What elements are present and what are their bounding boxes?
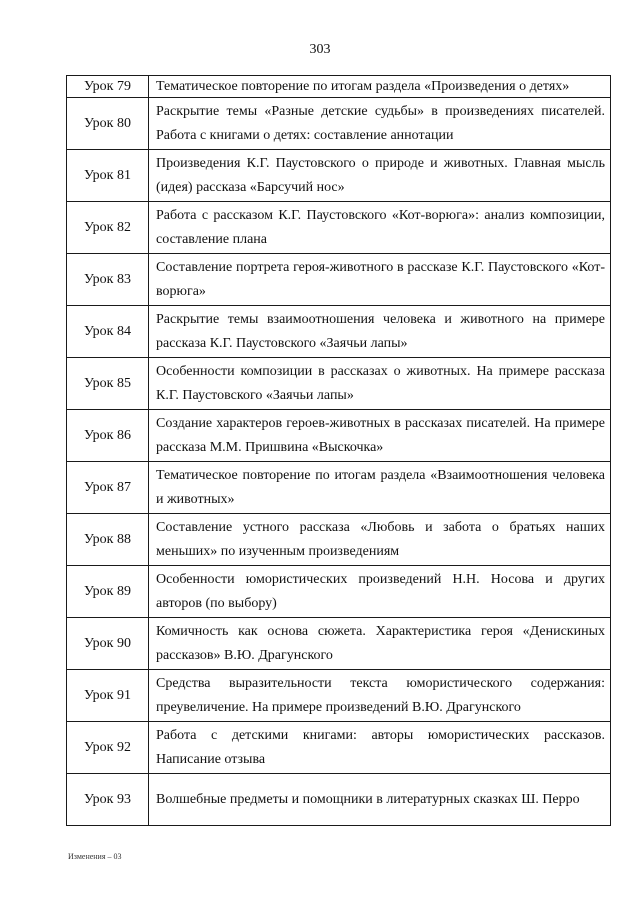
lesson-number: Урок 90 [67, 618, 149, 670]
table-row [67, 566, 611, 618]
lesson-topic: Особенности юмористических произведений Н.Н. Носова и других авторов (по выбору) [149, 566, 611, 618]
lesson-number: Урок 92 [67, 722, 149, 774]
table-row [67, 618, 611, 670]
lesson-number: Урок 81 [67, 150, 149, 202]
table-row [67, 358, 611, 410]
lesson-topic: Составление устного рассказа «Любовь и забота о братьях наших меньших» по изученным произведениям [149, 514, 611, 566]
table-row [67, 150, 611, 202]
lesson-table [66, 75, 611, 826]
footer-note: Изменения – 03 [68, 852, 122, 861]
lesson-topic: Тематическое повторение по итогам раздела «Взаимоотношения человека и животных» [149, 462, 611, 514]
lesson-number: Урок 91 [67, 670, 149, 722]
table-row [67, 202, 611, 254]
table-row [67, 774, 611, 826]
lesson-topic: Раскрытие темы «Разные детские судьбы» в произведениях писателей. Работа с книгами о детях: составление аннотации [149, 98, 611, 150]
lesson-topic: Работа с рассказом К.Г. Паустовского «Кот-ворюга»: анализ композиции, составление плана [149, 202, 611, 254]
page-number: 303 [309, 42, 331, 57]
lesson-number: Урок 85 [67, 358, 149, 410]
table-row [67, 670, 611, 722]
table-row [67, 514, 611, 566]
lesson-number: Урок 89 [67, 566, 149, 618]
lesson-topic: Особенности композиции в рассказах о животных. На примере рассказа К.Г. Паустовского «Заячьи лапы» [149, 358, 611, 410]
lesson-number: Урок 93 [67, 774, 149, 826]
lesson-number: Урок 88 [67, 514, 149, 566]
table-row [67, 462, 611, 514]
table-row [67, 306, 611, 358]
lesson-number: Урок 80 [67, 98, 149, 150]
lesson-number: Урок 87 [67, 462, 149, 514]
lesson-topic: Создание характеров героев-животных в рассказах писателей. На примере рассказа М.М. Пришвина «Выскочка» [149, 410, 611, 462]
lesson-topic: Тематическое повторение по итогам раздела «Произведения о детях» [149, 76, 611, 98]
lesson-number: Урок 83 [67, 254, 149, 306]
table-row [67, 410, 611, 462]
table-row [67, 98, 611, 150]
lesson-number: Урок 84 [67, 306, 149, 358]
table-row [67, 254, 611, 306]
lesson-number: Урок 79 [67, 76, 149, 98]
table-row [67, 76, 611, 98]
lesson-topic: Комичность как основа сюжета. Характеристика героя «Денискиных рассказов» В.Ю. Драгунского [149, 618, 611, 670]
table-row [67, 722, 611, 774]
lesson-number: Урок 82 [67, 202, 149, 254]
lesson-topic: Работа с детскими книгами: авторы юмористических рассказов. Написание отзыва [149, 722, 611, 774]
lesson-topic: Произведения К.Г. Паустовского о природе и животных. Главная мысль (идея) рассказа «Барсучий нос» [149, 150, 611, 202]
lesson-number: Урок 86 [67, 410, 149, 462]
lesson-topic: Средства выразительности текста юмористического содержания: преувеличение. На примере произведений В.Ю. Драгунского [149, 670, 611, 722]
lesson-topic: Волшебные предметы и помощники в литературных сказках Ш. Перро [149, 774, 611, 826]
lesson-topic: Раскрытие темы взаимоотношения человека и животного на примере рассказа К.Г. Паустовского «Заячьи лапы» [149, 306, 611, 358]
lesson-topic: Составление портрета героя-животного в рассказе К.Г. Паустовского «Кот-ворюга» [149, 254, 611, 306]
